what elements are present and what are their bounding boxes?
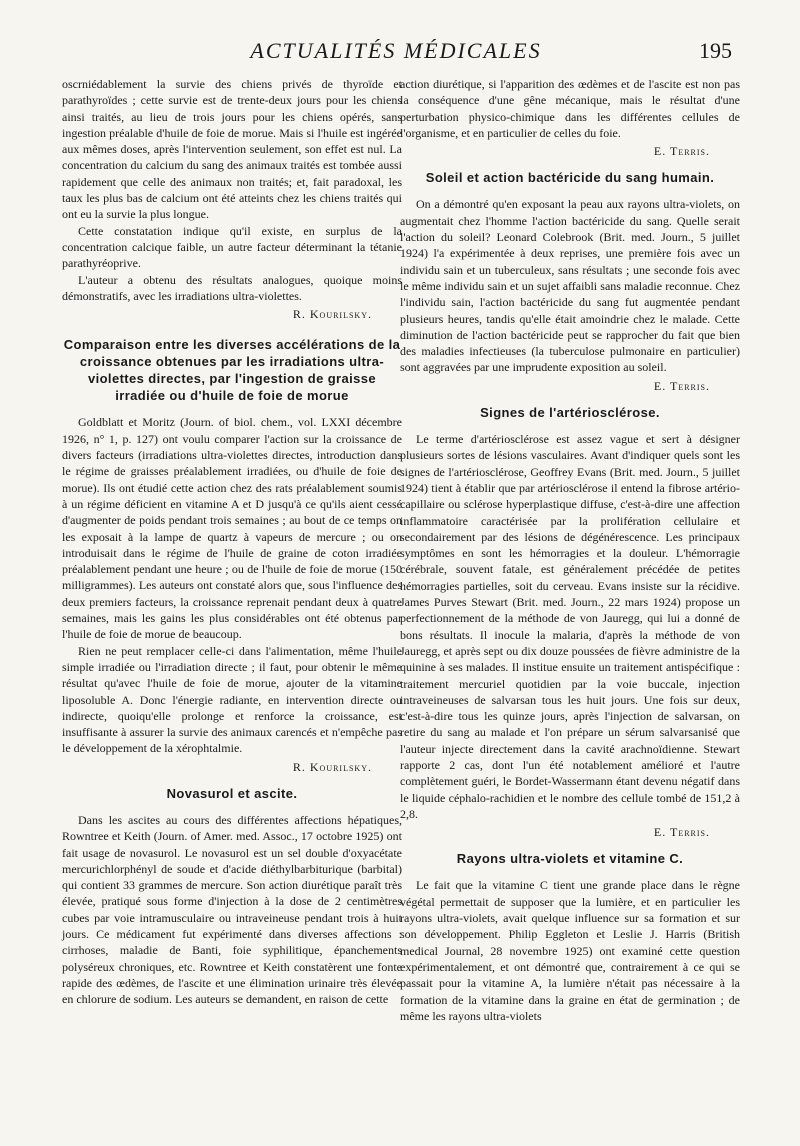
paragraph: L'auteur a obtenu des résultats analogues, quoique moins démonstratifs, avec les irradiations ultra-violettes. [62, 272, 402, 303]
paragraph: Le terme d'artériosclérose est assez vague et sert à désigner plusieurs sortes de lésions vasculaires. Avant d'indiquer quels sont les signes de l'artériosclérose, Geoffrey Evans (Brit. med. Journ., 5 juillet 1924) tient à établir que par artériosclérose il entend la fibrose artério-capillaire ou sclérose hyperplastique diffuse, c'est-à-dire une affection inflammatoire caractérisée par la prolifération cellulaire et secondairement par des lésions de dégénérescence. Les principaux symptômes en sont les hémorragies et la douleur. L'hémorragie cérébrale, souvent fatale, est généralement précédée de petites hémorragies partielles, soit du cerveau. Evans insiste sur la récidive. James Purves Stewart (Brit. med. Journ., 22 mars 1924) propose un perfectionnement de la méthode de von Jauregg, qui lui a donné de bons résultats. Il inocule la malaria, d'après la méthode de von Jauregg, et après sept ou dix douze poussées de fièvre administre de la quinine à ses malades. Il institue ensuite un traitement antispécifique : traitement mercuriel quotidien par la voie buccale, injection intraveineuses de salvarsan tous les huit jours. Une fois sur deux, c'est-à-dire tous les quinze jours, après l'injection de salvarsan, on retire du sang au malade et l'on prépare un sérum salvarsanisé que l'auteur injecte directement dans la cavité arachnoïdienne. Stewart rapporte 2 cas, dont l'un été notablement amélioré et l'autre complètement guéri, le Bordet-Wassermann étant devenu négatif dans le liquide céphalo-rachidien et le nombre des cellule tombé de 151,2 à 2,8. [400, 432, 740, 821]
section-heading: Signes de l'artériosclérose. [480, 405, 660, 421]
running-title: ACTUALITÉS MÉDICALES [250, 38, 542, 63]
left-column [62, 76, 402, 1008]
author-signature: E. Terris. [653, 825, 710, 840]
author-signature: E. Terris. [653, 378, 710, 393]
section-heading: Soleil et action bactéricide du sang humain. [425, 170, 715, 186]
page-header [60, 36, 732, 68]
paragraph: Cette constatation indique qu'il existe, en surplus de la concentration calcique faible, un autre facteur déterminant la tétanie parathyréoprive. [62, 223, 402, 271]
section-heading: Comparaison entre les diverses accélérations de la croissance obtenues par les irradiations ultra-violettes directes, par l'ingestion de graisse irradiée ou d'huile de foie de morue [63, 337, 401, 404]
paragraph: action diurétique, si l'apparition des œdèmes et de l'ascite est non pas la conséquence d'une gêne mécanique, mais le résultat d'une perturbation physico-chimique dans les différentes cellules de l'organisme, et en particulier de celles du foie. [400, 77, 740, 140]
author-signature: E. Terris. [653, 144, 710, 159]
paragraph: On a démontré qu'en exposant la peau aux rayons ultra-violets, on augmentait chez l'homme l'action bactéricide du sang. Quelle serait l'action du soleil? Leonard Colebrook (Brit. med. Journ., 5 juillet 1924) l'a expérimentée à deux reprises, une première fois avec un individu sain et un tuberculeux, sans résultats ; une seconde fois avec le même individu sain et un sujet affaibli sans maladie reconnue. Chez l'individu sain, l'action bactéricide du sang fut augmentée pendant plusieurs heures, tandis qu'elle était amoindrie chez le malade. Cette diminution de l'action bactéricide peut se rapprocher du fait que bien des maladies infectieuses (la tuberculose pulmonaire en particulier) sont aggravées par une imprudente exposition au soleil. [400, 197, 740, 375]
paragraph: Rien ne peut remplacer celle-ci dans l'alimentation, même l'huile simple irradiée ou l'irradiation directe ; il faut, pour obtenir le même résultat qu'avec l'huile de foie de morue, ajouter de la vitamine liposoluble A. Donc l'énergie radiante, en intervention directe ou indirecte, quoiqu'elle prolonge et renforce la croissance, est insuffisante à assurer la survie des animaux carencés et n'empêche pas le développement de la xérophtalmie. [62, 643, 402, 756]
paragraph: oscrniédablement la survie des chiens privés de thyroïde et parathyroïdes ; cette survie est de trente-deux jours pour les chiens ainsi traités, au lieu de trois jours pour les chiens opérés, sans ingestion préalable d'huile de foie de morue. Mais si l'huile est ingérée aux mêmes doses, après l'intervention seulement, son effet est nul. La concentration du calcium du sang des animaux traités est tombée aussi rapidement que celle des animaux non traités; et, fait paradoxal, les taux les plus bas de calcium ont été atteints chez les chiens traités qui ont eu la survie la plus longue. [62, 77, 402, 222]
author-signature: R. Kourilsky. [292, 759, 372, 774]
paragraph: Dans les ascites au cours des différentes affections hépatiques, Rowntree et Keith (Journ. of Amer. med. Assoc., 17 octobre 1925) ont fait usage de novasurol. Le novasurol est un sel double d'oxyacétate mercurichlorphényl de soude et d'acide diéthylbarbiturique (barbital) qui contient 33 grammes de mercure. Son action diurétique paraît très élevée, pratiqué sous forme d'injection à la dose de 2 centimètres cubes par voie intramusculaire ou intraveineuse pendant trois à huit jours. Ce médicament fut expérimenté dans diverses affections : cirrhoses, maladie de Banti, foie syphilitique, épanchements polyséreux chroniques, etc. Rowntree et Keith constatèrent une fonte rapide des œdèmes, de l'ascite et une élimination urinaire très élevée en chlorure de sodium. Les auteurs se demandent, en raison de cette [62, 812, 402, 1007]
page-number: 195 [699, 38, 732, 63]
paragraph: Le fait que la vitamine C tient une grande place dans le règne végétal permettait de supposer que la lumière, et en particulier les rayons ultra-violets, avait quelque influence sur sa formation et sur son développement. Philip Eggleton et Leslie J. Harris (British medical Journal, 28 novembre 1925) ont examiné cette question expérimentalement, et ont démontré que, contrairement à ce qui se passait pour la vitamine A, la lumière n'était pas nécessaire à la formation de la vitamine dans la graine en état de germination ; de même les rayons ultra-violets [400, 878, 740, 1023]
right-column [400, 76, 740, 1024]
paragraph: Goldblatt et Moritz (Journ. of biol. chem., vol. LXXI décembre 1926, n° 1, p. 127) ont voulu comparer l'action sur la croissance de divers facteurs (irradiations ultra-violettes directes, introduction dans le régime de graisses préalablement irradiées, ou d'huile de foie de morue). Ils ont étudié cette action chez des rats préalablement soumis à un régime déficient en vitamine A et D jusqu'à ce qu'ils aient cessé d'augmenter de poids pendant trois semaines ; au bout de ce temps on les exposait à la lampe de quartz à vapeurs de mercure ; ou on introduisait dans le régime de l'huile de graine de coton irradiée préalablement pendant une heure ; ou de l'huile de foie de morue (150 milligrammes). Les auteurs ont constaté alors que, sous l'influence des deux premiers facteurs, la croissance reprenait pendant deux à quatre semaines, mais les gains les plus considérables ont été obtenus par l'huile de foie de morue de beaucoup. [62, 415, 402, 642]
section-heading: Novasurol et ascite. [166, 785, 298, 801]
author-signature: R. Kourilsky. [292, 307, 372, 322]
section-heading: Rayons ultra-violets et vitamine C. [456, 851, 684, 867]
